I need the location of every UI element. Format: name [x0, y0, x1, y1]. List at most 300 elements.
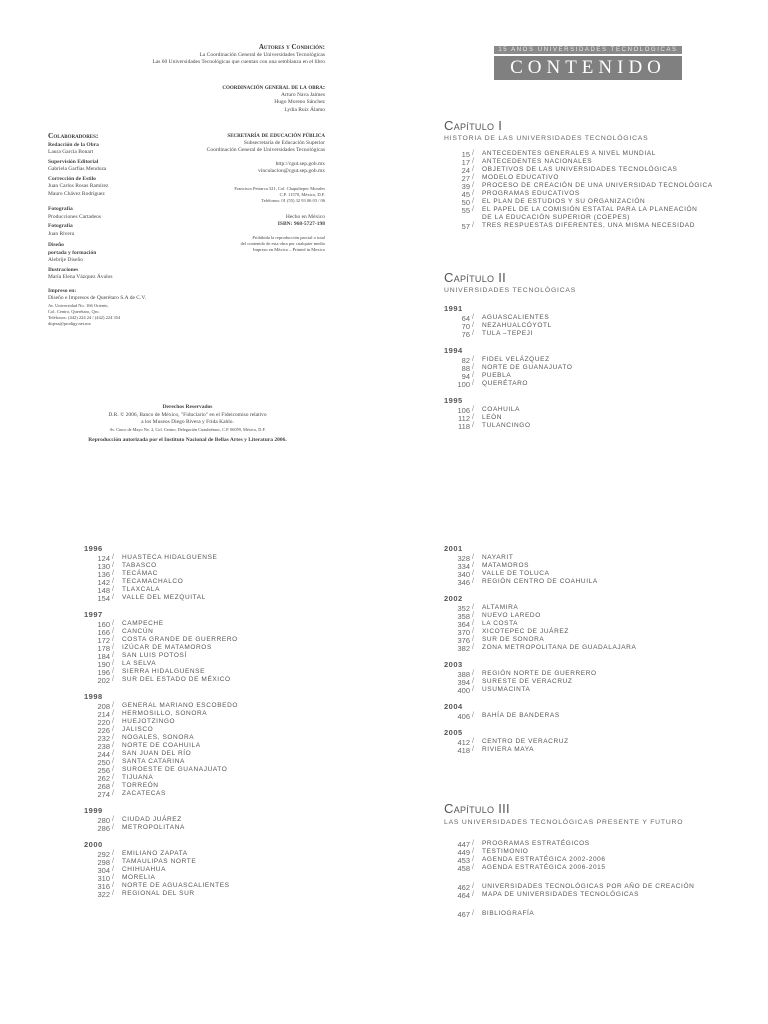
toc-separator: /: [112, 750, 115, 757]
year-heading: 2004: [444, 702, 463, 711]
toc-page-number: 202: [97, 676, 110, 685]
chapter-1-subtitle: HISTORIA DE LAS UNIVERSIDADES TECNOLÓGICAS: [444, 135, 649, 142]
toc-entry: [444, 604, 744, 612]
toc-separator: /: [112, 726, 115, 733]
toc-entry: [84, 742, 384, 750]
toc-entry: [84, 594, 384, 602]
toc-separator: /: [472, 620, 475, 627]
year-heading: 1998: [84, 692, 103, 701]
toc-page-number: 462: [457, 883, 470, 892]
toc-page-number: 262: [97, 774, 110, 783]
toc-separator: /: [112, 676, 115, 683]
coord-line: Hugo Moreno Sánchez: [274, 99, 325, 106]
toc-entry: [84, 790, 384, 798]
toc-entry: [84, 660, 384, 668]
toc-separator: /: [112, 890, 115, 897]
toc-separator: /: [112, 586, 115, 593]
sep-line: vinculacion@cgut.sep.gob.mx: [258, 168, 325, 175]
colab-name: Laura García Bonart: [48, 149, 94, 156]
toc-separator: /: [112, 766, 115, 773]
toc-entry-title: UNIVERSIDADES TECNOLÓGICAS POR AÑO DE CREACIÓN: [482, 883, 695, 890]
toc-entry-title: REGIONAL DEL SUR: [122, 890, 195, 897]
toc-entry-title: SAN JUAN DEL RÍO: [122, 750, 192, 757]
impreso-line: Col. Centro, Querétaro, Qro.: [48, 308, 100, 314]
sep-line: Coordinación General de Universidades Tecnológicas: [206, 147, 325, 154]
toc-entry-title: VALLE DE TOLUCA: [482, 570, 550, 577]
toc-entry: [444, 670, 744, 678]
toc-separator: /: [472, 422, 475, 429]
toc-page-number: 172: [97, 636, 110, 645]
year-group: [444, 396, 744, 430]
chapter-3-subtitle: LAS UNIVERSIDADES TECNOLÓGICAS PRESENTE Y FUTURO: [444, 819, 684, 826]
toc-entry-title: CAMPECHE: [122, 620, 164, 627]
toc-separator: /: [472, 612, 475, 619]
toc-entry: [444, 356, 744, 364]
chapter-2: [444, 270, 744, 438]
toc-entry: [84, 620, 384, 628]
toc-entry: [84, 718, 384, 726]
year-group: [84, 806, 384, 832]
toc-entry-title: BAHÍA DE BANDERAS: [482, 712, 560, 719]
credits-colaboradores: [48, 132, 168, 327]
toc-separator: /: [112, 562, 115, 569]
toc-page-number: 17: [461, 158, 470, 167]
address-line: Francisco Petrarca 321, Col. Chapultepec Morales: [234, 185, 325, 191]
toc-entry: [444, 910, 744, 918]
toc-entry-title: TECÁMAC: [122, 570, 158, 577]
toc-entry-title: TULANCINGO: [482, 422, 531, 429]
toc-entry-title: SUROESTE DE GUANAJUATO: [122, 766, 228, 773]
toc-separator: /: [112, 874, 115, 881]
toc-entry-title: AGENDA ESTRATÉGICA 2002-2006: [482, 856, 606, 863]
toc-entry-title: PROGRAMAS ESTRATÉGICOS: [482, 840, 590, 847]
toc-page-number: 250: [97, 758, 110, 767]
toc-separator: /: [112, 628, 115, 635]
toc-page-number: 154: [97, 594, 110, 603]
toc-page-number: 244: [97, 750, 110, 759]
toc-separator: /: [472, 644, 475, 651]
toc-entry-title: COSTA GRANDE DE GUERRERO: [122, 636, 238, 643]
toc-entry: [444, 620, 744, 628]
toc-separator: /: [472, 670, 475, 677]
sep-heading: secretaría de educación pública: [227, 132, 325, 139]
toc-page-number: 190: [97, 660, 110, 669]
toc-entry: [444, 206, 744, 214]
toc-entry: [444, 158, 744, 166]
toc-entry-title: IZÚCAR DE MATAMOROS: [122, 644, 212, 651]
toc-entry-title: NOGALES, SONORA: [122, 734, 195, 741]
coord-line: Arturo Nava Jaimes: [281, 91, 325, 98]
year-heading: 1996: [84, 544, 103, 553]
toc-page-number: 196: [97, 668, 110, 677]
year-group: [444, 702, 744, 720]
toc-page-number: 370: [457, 628, 470, 637]
year-group: [84, 840, 384, 898]
toc-entry-title: NORTE DE GUANAJUATO: [482, 364, 573, 371]
toc-separator: /: [112, 570, 115, 577]
year-heading: 1999: [84, 806, 103, 815]
toc-entry-title: NEZAHUALCÓYOTL: [482, 322, 552, 329]
credits-autores: [130, 44, 325, 67]
credits-derechos: [60, 404, 315, 444]
colab-name: Producciones Cartadeos: [48, 213, 101, 220]
toc-page-number: 449: [457, 848, 470, 857]
toc-separator: /: [472, 578, 475, 585]
toc-entry: [444, 628, 744, 636]
toc-page-number: 106: [457, 406, 470, 415]
toc-entry: [84, 562, 384, 570]
toc-page-number: 94: [461, 372, 470, 381]
toc-page-number: 453: [457, 856, 470, 865]
toc-separator: /: [472, 190, 475, 197]
toc-entry-title: EL PAPEL DE LA COMISIÓN ESTATAL PARA LA PLANEACIÓN: [482, 206, 698, 213]
derechos-heading: Derechos Reservados: [162, 404, 213, 410]
toc-entry: [84, 570, 384, 578]
hecho-text: Hecho en México: [285, 213, 325, 220]
toc-entry: [444, 150, 744, 158]
toc-page-number: 45: [461, 190, 470, 199]
toc-separator: /: [472, 746, 475, 753]
toc-entry: [84, 726, 384, 734]
toc-entry-title: QUERÉTARO: [482, 380, 529, 387]
toc-page-number: 184: [97, 652, 110, 661]
toc-separator: /: [472, 330, 475, 337]
toc-entry: [84, 644, 384, 652]
toc-separator: /: [472, 738, 475, 745]
toc-separator: /: [112, 554, 115, 561]
toc-entry: [84, 782, 384, 790]
toc-page-number: 166: [97, 628, 110, 637]
toc-separator: /: [472, 891, 475, 898]
toc-entry: [84, 734, 384, 742]
year-heading: 2005: [444, 728, 463, 737]
toc-entry-title: SUR DE SONORA: [482, 636, 545, 643]
toc-entry: [84, 774, 384, 782]
toc-page-number: 388: [457, 670, 470, 679]
toc-separator: /: [112, 644, 115, 651]
toc-page-number: 220: [97, 718, 110, 727]
toc-entry: [444, 554, 744, 562]
toc-entry-title: ZACATECAS: [122, 790, 166, 797]
toc-page-number: 88: [461, 364, 470, 373]
toc-entry-title: SAN LUIS POTOSÍ: [122, 652, 187, 659]
toc-page-number: 292: [97, 850, 110, 859]
toc-entry-title: LEÓN: [482, 414, 503, 421]
toc-page-number: 118: [458, 422, 470, 431]
toc-entry: [84, 750, 384, 758]
toc-entry-title: COAHUILA: [482, 406, 521, 413]
chapter-1-list: [444, 150, 744, 230]
toc-separator: /: [112, 668, 115, 675]
toc-page-number: 112: [458, 414, 470, 423]
toc-page-number: 70: [461, 322, 470, 331]
toc-entry: [444, 686, 744, 694]
toc-entry: [84, 858, 384, 866]
banner-title: CONTENIDO: [494, 56, 682, 80]
toc-page-number: 322: [97, 890, 110, 899]
toc-entry: [84, 586, 384, 594]
year-heading: 2003: [444, 660, 463, 669]
toc-separator: /: [112, 858, 115, 865]
toc-entry-title: PROCESO DE CREACIÓN DE UNA UNIVERSIDAD TECNOLÓGICA: [482, 182, 713, 189]
toc-page-number: 178: [97, 644, 110, 653]
toc-entry: [444, 166, 744, 174]
toc-entry: [84, 710, 384, 718]
year-heading: 2001: [444, 544, 463, 553]
colab-name: Gabriela Garfias Mendoza: [48, 166, 107, 173]
toc-entry-title: HUASTECA HIDALGUENSE: [122, 554, 218, 561]
toc-entry-title: CIUDAD JUÁREZ: [122, 816, 182, 823]
chapter-2-title: Capítulo II: [444, 270, 507, 285]
prohibida-line: Prohibida la reproducción parcial o total: [252, 234, 325, 240]
colab-name: Alebrije Diseño: [48, 257, 83, 264]
prohibida-line: Impreso en México – Printed in Mexico: [253, 246, 325, 252]
toc-separator: /: [112, 718, 115, 725]
toc-entry: [444, 578, 744, 586]
autores-heading: Autores y Condición:: [258, 43, 325, 51]
toc-entry-title: CENTRO DE VERACRUZ: [482, 738, 569, 745]
year-group: [444, 728, 744, 754]
toc-separator: /: [472, 166, 475, 173]
toc-page-number: 256: [97, 766, 110, 775]
toc-separator: /: [472, 314, 475, 321]
toc-separator: /: [472, 198, 475, 205]
toc-page-number: 304: [97, 866, 110, 875]
toc-entry: [444, 322, 744, 330]
toc-separator: /: [112, 702, 115, 709]
toc-entry: [444, 406, 744, 414]
toc-page-number: 364: [457, 620, 470, 629]
chapter-3: [444, 801, 744, 918]
toc-entry: [84, 890, 384, 898]
colab-heading: Colaboradores:: [48, 131, 99, 140]
year-group: [84, 692, 384, 798]
toc-separator: /: [112, 882, 115, 889]
impreso-line: Av. Universidad No. 166 Oriente,: [48, 302, 109, 308]
impreso-line: diqesa@prodigy.net.mx: [48, 320, 91, 326]
toc-entry-title: REGIÓN NORTE DE GUERRERO: [482, 670, 597, 677]
toc-entry-title: MODELO EDUCATIVO: [482, 174, 560, 181]
colab-role: Fotografía: [48, 206, 73, 213]
toc-entry: [444, 856, 744, 864]
toc-entry: [444, 372, 744, 380]
toc-entry: [444, 182, 744, 190]
toc-entry: [444, 738, 744, 746]
toc-entry-title: NORTE DE COAHUILA: [122, 742, 201, 749]
toc-entry-title: NUEVO LAREDO: [482, 612, 541, 619]
toc-separator: /: [472, 636, 475, 643]
toc-entry: [444, 422, 744, 430]
toc-separator: /: [472, 356, 475, 363]
toc-entry-title: USUMACINTA: [482, 686, 531, 693]
autores-line: Las 60 Universidades Tecnológicas que cuentan con una semblanza en el libro: [152, 59, 325, 66]
credits-sep: [170, 132, 325, 253]
toc-entry: [84, 866, 384, 874]
banner-subtitle: 15 AÑOS UNIVERSIDADES TECNOLÓGICAS: [494, 46, 682, 54]
toc-separator: /: [112, 790, 115, 797]
toc-entry: [444, 190, 744, 198]
toc-separator: /: [472, 150, 475, 157]
toc-entry-title: TAMAULIPAS NORTE: [122, 858, 197, 865]
toc-page-number: 27: [461, 174, 470, 183]
colab-name: Juan Carlos Rosas Ramírez: [48, 183, 109, 190]
toc-separator: /: [472, 604, 475, 611]
toc-entry-title: CANCÚN: [122, 628, 154, 635]
toc-entry: [444, 864, 744, 872]
toc-separator: /: [472, 372, 475, 379]
address-line: Teléfonos: 01 (55) 32 93 06 03 / 06: [261, 197, 325, 203]
year-group: [444, 660, 744, 694]
toc-page-number: 464: [457, 891, 470, 900]
toc-entry-title: TABASCO: [122, 562, 157, 569]
toc-entry: [84, 882, 384, 890]
toc-page-number: 394: [457, 678, 470, 687]
toc-separator: /: [472, 570, 475, 577]
toc-entry-title: LA SELVA: [122, 660, 157, 667]
chapter-3-list-3: [444, 910, 744, 918]
toc-separator: /: [472, 562, 475, 569]
toc-entry-title: AGENDA ESTRATÉGICA 2006-2015: [482, 864, 606, 871]
coord-heading: coordinación general de la obra:: [222, 84, 325, 91]
toc-entry: [84, 676, 384, 684]
toc-page-number: 406: [457, 712, 470, 721]
toc-separator: /: [472, 864, 475, 871]
toc-entry-title: JALISCO: [122, 726, 154, 733]
isbn-text: ISBN: 968-5727-198: [277, 221, 325, 228]
autores-line: La Coordinación General de Universidades Tecnológicas: [199, 51, 325, 58]
toc-entry: [444, 636, 744, 644]
toc-entry: [444, 222, 744, 230]
toc-page-number: 376: [457, 636, 470, 645]
colab-role: Fotografía: [48, 223, 73, 230]
toc-entry: [444, 883, 744, 891]
toc-page-number: 412: [457, 738, 470, 747]
toc-entry-title: ANTECEDENTES GENERALES A NIVEL MUNDIAL: [482, 150, 656, 157]
toc-entry: [444, 414, 744, 422]
toc-page-number: 142: [97, 578, 110, 587]
toc-page-number: 382: [457, 644, 470, 653]
colab-role: portada y formación: [48, 249, 97, 256]
toc-separator: /: [112, 660, 115, 667]
toc-separator: /: [112, 816, 115, 823]
colab-name: María Elena Vázquez Ávalos: [48, 274, 113, 281]
sep-line: http://cgut.sep.gob.mx: [275, 160, 325, 167]
toc-separator: /: [112, 758, 115, 765]
toc-entry: [444, 314, 744, 322]
toc-page-number: 328: [457, 554, 470, 563]
toc-separator: /: [472, 840, 475, 847]
toc-entry-title: GENERAL MARIANO ESCOBEDO: [122, 702, 239, 709]
chapter-3-title: Capítulo III: [444, 801, 510, 816]
toc-page-number: 268: [97, 782, 110, 791]
toc-entry: [84, 816, 384, 824]
toc-page-number: 82: [461, 356, 470, 365]
toc-entry-title: ANTECEDENTES NACIONALES: [482, 158, 593, 165]
year-heading: 1995: [444, 396, 463, 405]
toc-separator: /: [472, 554, 475, 561]
toc-page-number: 458: [457, 864, 470, 873]
coord-line: Lydia Ruiz Álamo: [284, 106, 325, 113]
toc-entry: [444, 364, 744, 372]
toc-separator: /: [112, 742, 115, 749]
chapter-2-years-c: [444, 544, 744, 754]
year-group: [84, 544, 384, 602]
toc-separator: /: [472, 848, 475, 855]
toc-separator: /: [472, 628, 475, 635]
colab-role: Ilustraciones: [48, 266, 79, 273]
toc-separator: /: [472, 364, 475, 371]
toc-separator: /: [112, 774, 115, 781]
toc-entry-title: TECAMACHALCO: [122, 578, 184, 585]
toc-entry-title: SURESTE DE VERACRUZ: [482, 678, 573, 685]
toc-entry: [444, 678, 744, 686]
year-group: [444, 544, 744, 586]
toc-entry: [444, 214, 744, 222]
toc-entry-title: TORREÓN: [122, 782, 159, 789]
toc-entry-title: SUR DEL ESTADO DE MÉXICO: [122, 676, 231, 683]
toc-separator: /: [472, 678, 475, 685]
toc-separator: /: [112, 850, 115, 857]
toc-separator: /: [472, 712, 475, 719]
toc-page-number: 15: [461, 150, 470, 159]
toc-page-number: 352: [457, 604, 470, 613]
toc-page-number: 334: [457, 562, 470, 571]
toc-entry: [444, 330, 744, 338]
toc-entry-title: XICOTEPEC DE JUÁREZ: [482, 628, 569, 635]
toc-entry: [444, 570, 744, 578]
toc-separator: /: [112, 636, 115, 643]
colab-name: Mauro Chávez Rodríguez: [48, 190, 105, 197]
chapter-2-continued-right: [444, 544, 744, 762]
toc-entry-title: TULA –TEPEJI: [482, 330, 533, 337]
toc-entry: [84, 578, 384, 586]
toc-separator: /: [112, 866, 115, 873]
toc-entry-title: SANTA CATARINA: [122, 758, 185, 765]
toc-entry-title: MATAMOROS: [482, 562, 530, 569]
toc-separator: /: [472, 206, 475, 213]
toc-entry: [444, 712, 744, 720]
toc-separator: /: [472, 686, 475, 693]
toc-separator: /: [112, 710, 115, 717]
toc-entry: [444, 891, 744, 899]
toc-entry-title: SIERRA HIDALGUENSE: [122, 668, 206, 675]
toc-page-number: 467: [457, 910, 470, 919]
toc-entry-title: NAYARIT: [482, 554, 514, 561]
toc-entry: [84, 824, 384, 832]
toc-entry: [84, 554, 384, 562]
toc-page-number: 418: [457, 746, 470, 755]
toc-entry-title: VALLE DEL MEZQUITAL: [122, 594, 206, 601]
toc-separator: /: [472, 883, 475, 890]
toc-entry-title: CHIHUAHUA: [122, 866, 167, 873]
toc-separator: /: [472, 182, 475, 189]
toc-page-number: 124: [97, 554, 110, 563]
toc-page-number: 55: [461, 206, 470, 215]
toc-separator: /: [472, 414, 475, 421]
toc-entry-title: HERMOSILLO, SONORA: [122, 710, 208, 717]
toc-page-number: 358: [457, 612, 470, 621]
reproduccion-text: Reproducción autorizada por el Instituto Nacional de Bellas Artes y Literatura 2006.: [88, 436, 287, 443]
toc-entry: [444, 562, 744, 570]
toc-entry-title: FIDEL VELÁZQUEZ: [482, 356, 550, 363]
impreso-heading: Impreso en:: [48, 287, 77, 294]
toc-entry: [84, 652, 384, 660]
toc-separator: /: [472, 910, 475, 917]
year-heading: 2002: [444, 594, 463, 603]
impreso-line: Diseño e Impresos de Querétaro S.A de C.V.: [48, 295, 146, 302]
toc-entry: [444, 840, 744, 848]
toc-entry: [84, 758, 384, 766]
